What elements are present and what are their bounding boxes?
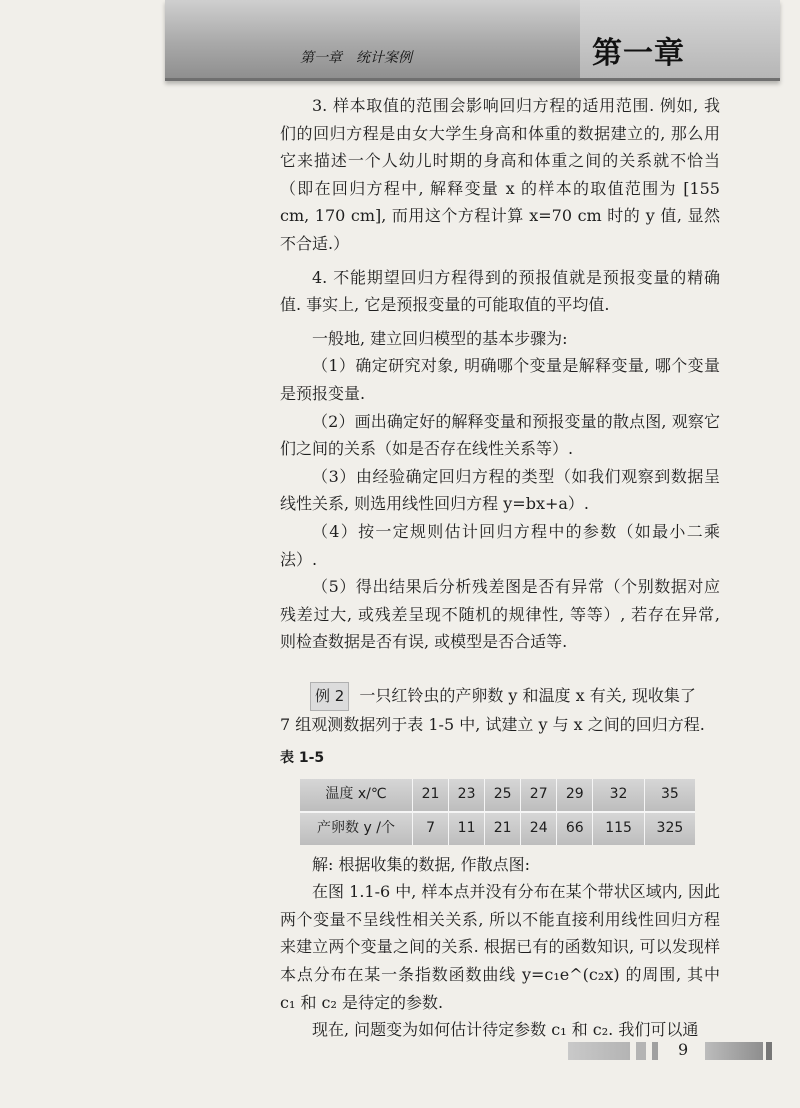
solution-line: 解: 根据收集的数据, 作散点图: bbox=[312, 854, 531, 874]
eggs-cell: 325 bbox=[644, 812, 695, 845]
temp-cell: 35 bbox=[644, 779, 695, 812]
eggs-cell: 24 bbox=[521, 812, 557, 845]
example-text-first: 一只红铃虫的产卵数 y 和温度 x 有关, 现收集了 bbox=[359, 685, 696, 705]
temp-cell: 27 bbox=[521, 779, 557, 812]
eggs-cell: 66 bbox=[557, 812, 593, 845]
solution-paragraph: 在图 1.1-6 中, 样本点并没有分布在某个带状区域内, 因此两个变量不呈线性相关关系, 所以不能直接利用线性回归方程来建立两个变量之间的关系. 根据已有的函数知识, 可以发现样本点分布在某一条指数函数曲线 y=c₁e^(c₂x) 的周围, 其中 c₁ 和 c₂ 是待定的参数. bbox=[280, 882, 720, 1012]
data-table bbox=[300, 779, 695, 845]
temp-cell: 23 bbox=[449, 779, 485, 812]
temp-cell: 25 bbox=[485, 779, 521, 812]
row-header-eggs: 产卵数 y /个 bbox=[300, 812, 413, 845]
footer-decoration-left bbox=[636, 1042, 646, 1060]
table-caption: 表 1-5 bbox=[280, 750, 325, 767]
step-3: （3）由经验确定回归方程的类型（如我们观察到数据呈线性关系, 则选用线性回归方程 y=bx+a）. bbox=[280, 466, 720, 514]
table-row-temperature bbox=[300, 779, 695, 812]
temp-cell: 29 bbox=[557, 779, 593, 812]
step-1: （1）确定研究对象, 明确哪个变量是解释变量, 哪个变量是预报变量. bbox=[280, 356, 720, 403]
temp-cell: 21 bbox=[413, 779, 449, 812]
eggs-cell: 11 bbox=[449, 812, 485, 845]
chapter-header-band bbox=[165, 0, 780, 81]
row-header-temperature: 温度 x/℃ bbox=[300, 779, 413, 812]
example-text-rest: 7 组观测数据列于表 1-5 中, 试建立 y 与 x 之间的回归方程. bbox=[280, 715, 705, 735]
example-2 bbox=[280, 682, 720, 712]
paragraph-3: 3. 样本取值的范围会影响回归方程的适用范围. 例如, 我们的回归方程是由女大学生身高和体重的数据建立的, 那么用它来描述一个人幼儿时期的身高和体重之间的关系就不恰当（即在回归方程中, 解释变量 x 的样本的取值范围为 [155 cm, 170 cm], 而用这个方程计算 x=70 cm 时的 y 值, 显然不合适.） bbox=[280, 96, 720, 253]
eggs-cell: 21 bbox=[485, 812, 521, 845]
chapter-subtitle: 第一章 统计案例 bbox=[300, 50, 412, 66]
page-number: 9 bbox=[678, 1040, 689, 1059]
steps-intro: 一般地, 建立回归模型的基本步骤为: bbox=[312, 328, 568, 348]
chapter-title: 第一章 bbox=[592, 36, 685, 71]
example-label: 例 2 bbox=[310, 682, 349, 712]
eggs-cell: 115 bbox=[593, 812, 644, 845]
temp-cell: 32 bbox=[593, 779, 644, 812]
footer-decoration-left bbox=[652, 1042, 658, 1060]
step-2: （2）画出确定好的解释变量和预报变量的散点图, 观察它们之间的关系（如是否存在线性关系等）. bbox=[280, 411, 720, 459]
step-4: （4）按一定规则估计回归方程中的参数（如最小二乘法）. bbox=[280, 521, 720, 569]
eggs-cell: 7 bbox=[413, 812, 449, 845]
paragraph-4: 4. 不能期望回归方程得到的预报值就是预报变量的精确值. 事实上, 它是预报变量的可能取值的平均值. bbox=[280, 267, 720, 315]
solution-last-line: 现在, 问题变为如何估计待定参数 c₁ 和 c₂. 我们可以通 bbox=[312, 1020, 699, 1040]
table-row-eggs bbox=[300, 812, 695, 845]
footer-decoration-left bbox=[568, 1042, 630, 1060]
footer-decoration-right bbox=[705, 1042, 763, 1060]
footer-decoration-right bbox=[766, 1042, 772, 1060]
step-5: （5）得出结果后分析残差图是否有异常（个别数据对应残差过大, 或残差呈现不随机的规律性, 等等）, 若存在异常, 则检查数据是否有误, 或模型是否合适等. bbox=[280, 577, 720, 652]
page-body bbox=[280, 92, 720, 1044]
